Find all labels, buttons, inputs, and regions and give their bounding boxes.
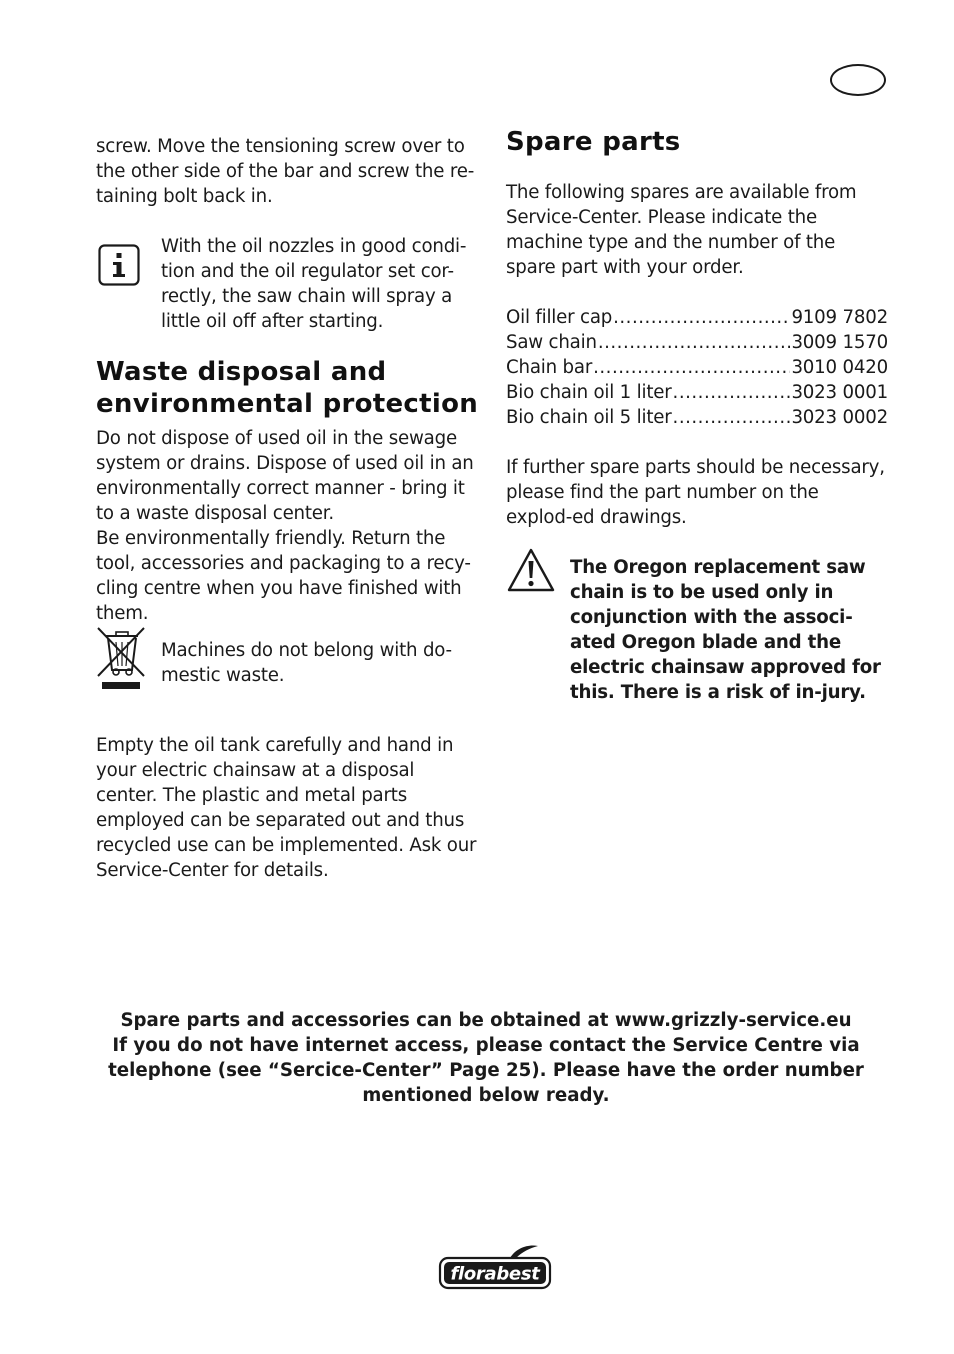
spare-part-row <box>506 355 888 380</box>
leader-dots <box>598 330 791 355</box>
spare-part-name: Bio chain oil 5 liter <box>506 407 672 428</box>
spare-part-number: 3010 0420 <box>791 357 888 378</box>
warning-text: The Oregon replacement saw chain is to be used only in conjunction with the associ-ated Oregon blade and the electric chainsaw approved for this. There is a risk of in-jury. <box>570 557 881 703</box>
waste-paragraph-3: Empty the oil tank carefully and hand in your electric chainsaw at a disposal center. The plastic and metal parts employed can be separated out and thus recycled use can be implemented. Ask our Service-Center for details. <box>96 735 477 881</box>
info-note <box>96 234 480 334</box>
info-icon <box>98 244 140 293</box>
info-note-text: With the oil nozzles in good condi-tion and the oil regulator set cor-rectly, the saw chain will spray a little oil off after starting. <box>161 236 467 332</box>
weee-note-text: Machines do not belong with do-mestic waste. <box>161 640 452 686</box>
leader-dots <box>673 380 791 405</box>
florabest-logo <box>438 1244 552 1294</box>
spare-parts-list <box>506 305 888 430</box>
spare-part-number: 3009 1570 <box>791 332 888 353</box>
warning-triangle-icon <box>506 547 556 600</box>
spare-part-row <box>506 305 888 330</box>
spare-part-number: 9109 7802 <box>791 307 888 328</box>
waste-paragraph-2: Be environmentally friendly. Return the tool, accessories and packaging to a recy-cling centre when you have finished with them. <box>96 528 471 624</box>
spare-part-number: 3023 0002 <box>791 407 888 428</box>
spare-part-row <box>506 405 888 430</box>
svg-text:florabest: florabest <box>450 1263 540 1285</box>
leader-dots <box>593 355 790 380</box>
spare-part-name: Oil filler cap <box>506 307 613 328</box>
footer-line-2: If you do not have internet access, please contact the Service Centre via telephone (see “Sercice-Center” Page 25). Please have the order number mentioned below ready. <box>108 1035 864 1106</box>
spare-part-name: Saw chain <box>506 332 597 353</box>
crossed-out-bin-icon <box>96 626 146 699</box>
spare-part-name: Chain bar <box>506 357 593 378</box>
intro-paragraph: screw. Move the tensioning screw over to the other side of the bar and screw the re-taining bolt back in. <box>96 136 475 207</box>
footer-line-1: Spare parts and accessories can be obtained at www.grizzly-service.eu <box>120 1010 852 1031</box>
waste-disposal-heading: Waste disposal and environmental protection <box>96 357 479 419</box>
spare-part-row <box>506 330 888 355</box>
right-column <box>506 126 888 705</box>
left-column <box>96 134 480 883</box>
spare-part-name: Bio chain oil 1 liter <box>506 382 672 403</box>
spare-parts-intro: The following spares are available from Service-Center. Please indicate the machine type and the number of the spare part with your order. <box>506 182 857 278</box>
footer-notice <box>90 1008 882 1108</box>
spare-part-row <box>506 380 888 405</box>
waste-paragraph-1: Do not dispose of used oil in the sewage system or drains. Dispose of used oil in an environmentally correct manner - bring it to a waste disposal center. <box>96 428 474 524</box>
leader-dots <box>673 405 791 430</box>
further-parts-paragraph: If further spare parts should be necessary, please find the part number on the explod-ed drawings. <box>506 457 885 528</box>
weee-note <box>96 638 480 708</box>
spare-parts-heading: Spare parts <box>506 127 681 157</box>
warning-note <box>506 555 888 705</box>
spare-part-number: 3023 0001 <box>791 382 888 403</box>
language-badge <box>830 64 886 96</box>
leader-dots <box>613 305 790 330</box>
